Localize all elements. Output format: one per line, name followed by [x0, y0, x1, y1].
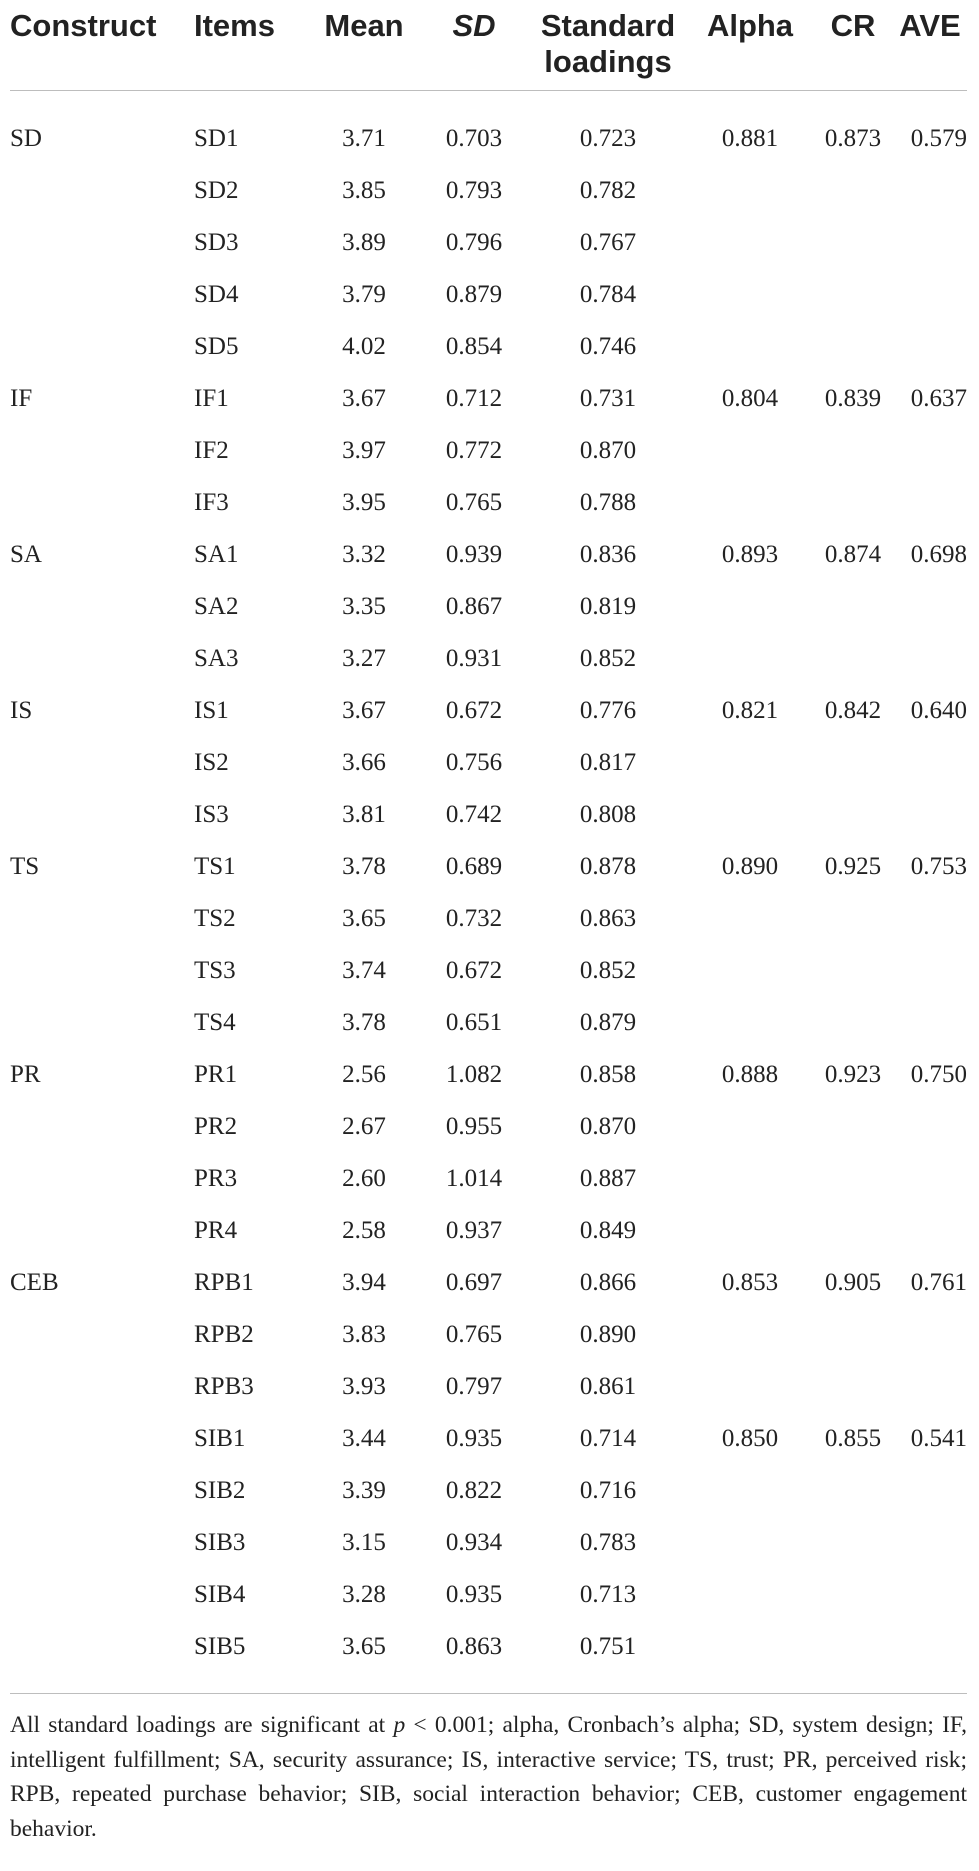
- table-bottom-rule: [10, 1693, 967, 1694]
- cell-sd: 0.931: [445, 645, 503, 672]
- cell-ave: [893, 997, 967, 1049]
- cell-mean: 3.35: [342, 593, 386, 620]
- cell-ave: [893, 1465, 967, 1517]
- cell-cr: [813, 425, 893, 477]
- cell-mean: 3.44: [342, 1425, 386, 1452]
- cell-ave: 0.579: [910, 125, 967, 152]
- cell-alpha: [687, 425, 813, 477]
- cell-sd: 0.879: [445, 281, 503, 308]
- cell-cr: [813, 165, 893, 217]
- cell-item: TS3: [194, 957, 236, 984]
- cell-ave: [893, 1517, 967, 1569]
- cell-loading: 0.866: [579, 1269, 637, 1296]
- cell-mean: 3.66: [342, 749, 386, 776]
- cell-loading: 0.836: [579, 541, 637, 568]
- table-row: [10, 1621, 967, 1683]
- table-row: [10, 685, 967, 737]
- cell-item: SIB4: [194, 1581, 246, 1608]
- cell-ave: [893, 1101, 967, 1153]
- table-row: [10, 945, 967, 997]
- cell-construct: [10, 945, 194, 997]
- header-items: Items: [194, 8, 275, 43]
- cell-loading: 0.716: [579, 1477, 637, 1504]
- cell-construct: SA: [10, 541, 42, 568]
- table-row: [10, 1569, 967, 1621]
- cell-loading: 0.852: [579, 957, 637, 984]
- cell-loading: 0.751: [579, 1633, 637, 1660]
- cell-sd: 0.867: [445, 593, 503, 620]
- cell-construct: [10, 581, 194, 633]
- cell-construct: [10, 1465, 194, 1517]
- cell-mean: 3.81: [342, 801, 386, 828]
- header-sd: SD: [452, 8, 496, 43]
- cell-sd: 0.772: [445, 437, 503, 464]
- cell-alpha: [687, 1101, 813, 1153]
- cell-mean: 3.15: [342, 1529, 386, 1556]
- cell-construct: IS: [10, 697, 33, 724]
- cell-item: PR4: [194, 1217, 238, 1244]
- cell-cr: [813, 581, 893, 633]
- header-ave: AVE: [899, 8, 961, 43]
- cell-alpha: 0.804: [721, 385, 779, 412]
- cell-sd: 0.939: [445, 541, 503, 568]
- header-standard-loadings: [529, 0, 687, 91]
- cell-mean: 3.28: [342, 1581, 386, 1608]
- cell-cr: [813, 1621, 893, 1683]
- cell-mean: 3.97: [342, 437, 386, 464]
- cell-loading: 0.870: [579, 1113, 637, 1140]
- cell-alpha: [687, 945, 813, 997]
- cell-sd: 0.712: [445, 385, 503, 412]
- table-row: [10, 1101, 967, 1153]
- cell-alpha: [687, 321, 813, 373]
- cell-item: SD1: [194, 125, 239, 152]
- cell-item: SIB3: [194, 1529, 246, 1556]
- cell-mean: 3.32: [342, 541, 386, 568]
- cell-loading: 0.852: [579, 645, 637, 672]
- table-row: [10, 425, 967, 477]
- cell-sd: 0.697: [445, 1269, 503, 1296]
- cell-mean: 2.67: [342, 1113, 386, 1140]
- cell-cr: 0.873: [824, 125, 882, 152]
- cell-sd: 0.863: [445, 1633, 503, 1660]
- cell-ave: [893, 269, 967, 321]
- cell-mean: 2.56: [342, 1061, 386, 1088]
- cell-mean: 4.02: [342, 333, 386, 360]
- table-row: [10, 477, 967, 529]
- cell-item: SIB2: [194, 1477, 246, 1504]
- cell-alpha: [687, 217, 813, 269]
- cell-cr: [813, 1465, 893, 1517]
- cell-loading: 0.788: [579, 489, 637, 516]
- cell-item: TS4: [194, 1009, 236, 1036]
- table-row: [10, 1465, 967, 1517]
- cell-item: RPB1: [194, 1269, 254, 1296]
- table-row: [10, 1257, 967, 1309]
- cell-loading: 0.713: [579, 1581, 637, 1608]
- cell-cr: 0.839: [824, 385, 882, 412]
- cell-construct: [10, 269, 194, 321]
- footnote-text-start: All standard loadings are significant at: [10, 1712, 394, 1738]
- cell-alpha: [687, 1361, 813, 1413]
- cell-alpha: 0.893: [721, 541, 779, 568]
- cell-ave: [893, 1205, 967, 1257]
- cell-loading: 0.890: [579, 1321, 637, 1348]
- table-row: [10, 91, 967, 166]
- cell-alpha: [687, 633, 813, 685]
- cell-ave: [893, 581, 967, 633]
- cell-sd: 1.014: [445, 1165, 503, 1192]
- cell-ave: 0.753: [910, 853, 967, 880]
- cell-cr: [813, 1101, 893, 1153]
- cell-ave: [893, 633, 967, 685]
- cell-loading: 0.879: [579, 1009, 637, 1036]
- cell-item: SD2: [194, 177, 239, 204]
- cell-loading: 0.776: [579, 697, 637, 724]
- cell-sd: 0.793: [445, 177, 503, 204]
- table-body: [10, 91, 967, 1684]
- cell-ave: [893, 477, 967, 529]
- cell-sd: 1.082: [445, 1061, 503, 1088]
- cell-cr: [813, 789, 893, 841]
- cell-construct: [10, 1569, 194, 1621]
- cell-construct: [10, 321, 194, 373]
- cell-alpha: [687, 789, 813, 841]
- cell-loading: 0.783: [579, 1529, 637, 1556]
- cell-cr: 0.905: [824, 1269, 882, 1296]
- table-header: [10, 0, 967, 91]
- table-row: [10, 789, 967, 841]
- cell-ave: [893, 1621, 967, 1683]
- cell-alpha: 0.888: [721, 1061, 779, 1088]
- cell-mean: 3.78: [342, 853, 386, 880]
- cell-alpha: [687, 1517, 813, 1569]
- cell-alpha: 0.853: [721, 1269, 779, 1296]
- cell-alpha: [687, 1621, 813, 1683]
- cell-item: SIB1: [194, 1425, 246, 1452]
- cell-item: TS2: [194, 905, 236, 932]
- cell-construct: [10, 217, 194, 269]
- table-row: [10, 633, 967, 685]
- cell-cr: [813, 321, 893, 373]
- cell-construct: [10, 633, 194, 685]
- cell-loading: 0.858: [579, 1061, 637, 1088]
- cell-ave: 0.761: [910, 1269, 967, 1296]
- cell-cr: [813, 1361, 893, 1413]
- cell-sd: 0.937: [445, 1217, 503, 1244]
- cell-item: PR2: [194, 1113, 238, 1140]
- cell-sd: 0.672: [445, 957, 503, 984]
- cell-loading: 0.784: [579, 281, 637, 308]
- cell-loading: 0.808: [579, 801, 637, 828]
- cell-ave: [893, 217, 967, 269]
- cell-ave: [893, 789, 967, 841]
- cell-alpha: 0.881: [721, 125, 779, 152]
- cell-construct: CEB: [10, 1269, 59, 1296]
- cell-ave: [893, 165, 967, 217]
- cell-alpha: [687, 893, 813, 945]
- cell-construct: [10, 1621, 194, 1683]
- cell-cr: [813, 893, 893, 945]
- cell-loading: 0.714: [579, 1425, 637, 1452]
- cell-cr: 0.925: [824, 853, 882, 880]
- header-row: [10, 0, 967, 91]
- cell-cr: 0.874: [824, 541, 882, 568]
- cell-sd: 0.955: [445, 1113, 503, 1140]
- cell-cr: [813, 997, 893, 1049]
- cell-item: SD4: [194, 281, 239, 308]
- cell-loading: 0.746: [579, 333, 637, 360]
- table-row: [10, 1153, 967, 1205]
- cell-sd: 0.822: [445, 1477, 503, 1504]
- cell-ave: [893, 1309, 967, 1361]
- cell-loading: 0.782: [579, 177, 637, 204]
- cell-item: PR3: [194, 1165, 238, 1192]
- cell-sd: 0.935: [445, 1425, 503, 1452]
- cell-loading: 0.870: [579, 437, 637, 464]
- cell-construct: [10, 1413, 194, 1465]
- cell-loading: 0.863: [579, 905, 637, 932]
- cell-cr: [813, 217, 893, 269]
- cell-ave: [893, 1361, 967, 1413]
- header-mean: Mean: [324, 8, 404, 43]
- table-row: [10, 321, 967, 373]
- cell-mean: 3.27: [342, 645, 386, 672]
- cell-item: SIB5: [194, 1633, 246, 1660]
- table-row: [10, 529, 967, 581]
- cell-cr: [813, 477, 893, 529]
- cell-loading: 0.887: [579, 1165, 637, 1192]
- cell-ave: 0.698: [910, 541, 967, 568]
- cell-construct: [10, 1153, 194, 1205]
- footnote-text-rest: < 0.001; alpha, Cronbach’s alpha; SD, system design; IF, intelligent fulfillment; SA, security assurance; IS, interactive service; TS, trust; PR, perceived risk; RPB, repeated purchase behavior; SIB, social interaction behavior; CEB, customer engagement behavior.: [10, 1712, 967, 1842]
- cell-cr: [813, 1309, 893, 1361]
- cell-mean: 3.65: [342, 905, 386, 932]
- cell-loading: 0.819: [579, 593, 637, 620]
- cell-loading: 0.723: [579, 125, 637, 152]
- cell-cr: [813, 1205, 893, 1257]
- table-row: [10, 217, 967, 269]
- cell-construct: [10, 1517, 194, 1569]
- cell-mean: 2.60: [342, 1165, 386, 1192]
- table-row: [10, 997, 967, 1049]
- header-construct: Construct: [10, 8, 157, 43]
- table-row: [10, 1309, 967, 1361]
- cell-construct: TS: [10, 853, 40, 880]
- cell-ave: 0.750: [910, 1061, 967, 1088]
- table-footnote: [10, 1708, 967, 1846]
- cell-mean: 3.85: [342, 177, 386, 204]
- cell-item: SA3: [194, 645, 239, 672]
- cell-loading: 0.731: [579, 385, 637, 412]
- table-row: [10, 269, 967, 321]
- cell-construct: PR: [10, 1061, 41, 1088]
- cell-cr: [813, 1569, 893, 1621]
- cell-ave: [893, 1153, 967, 1205]
- cell-item: IS1: [194, 697, 229, 724]
- cell-alpha: [687, 477, 813, 529]
- cell-mean: 3.93: [342, 1373, 386, 1400]
- cell-cr: [813, 1517, 893, 1569]
- cell-mean: 3.78: [342, 1009, 386, 1036]
- cell-construct: [10, 425, 194, 477]
- table-row: [10, 893, 967, 945]
- cell-alpha: 0.850: [721, 1425, 779, 1452]
- cell-alpha: [687, 1309, 813, 1361]
- table-row: [10, 1049, 967, 1101]
- cell-item: PR1: [194, 1061, 238, 1088]
- cell-ave: [893, 321, 967, 373]
- cell-construct: [10, 1101, 194, 1153]
- cell-ave: [893, 425, 967, 477]
- cell-alpha: [687, 269, 813, 321]
- table-row: [10, 1517, 967, 1569]
- cell-cr: 0.855: [824, 1425, 882, 1452]
- cell-item: IF2: [194, 437, 229, 464]
- cell-alpha: [687, 1465, 813, 1517]
- cell-sd: 0.765: [445, 1321, 503, 1348]
- cell-construct: [10, 165, 194, 217]
- cell-alpha: [687, 581, 813, 633]
- cell-loading: 0.767: [579, 229, 637, 256]
- cell-cr: 0.842: [824, 697, 882, 724]
- cell-construct: [10, 1309, 194, 1361]
- table-row: [10, 1413, 967, 1465]
- cell-sd: 0.651: [445, 1009, 503, 1036]
- cell-construct: [10, 477, 194, 529]
- cell-alpha: 0.890: [721, 853, 779, 880]
- footnote-p-symbol: p: [393, 1712, 406, 1738]
- cell-alpha: [687, 165, 813, 217]
- cell-ave: 0.541: [910, 1425, 967, 1452]
- cell-construct: IF: [10, 385, 33, 412]
- cell-mean: 2.58: [342, 1217, 386, 1244]
- cell-mean: 3.65: [342, 1633, 386, 1660]
- cell-sd: 0.732: [445, 905, 503, 932]
- cell-item: RPB3: [194, 1373, 254, 1400]
- cell-mean: 3.94: [342, 1269, 386, 1296]
- cell-sd: 0.703: [445, 125, 503, 152]
- cell-construct: [10, 1205, 194, 1257]
- cell-item: SA2: [194, 593, 239, 620]
- cell-mean: 3.83: [342, 1321, 386, 1348]
- cell-sd: 0.742: [445, 801, 503, 828]
- cell-alpha: [687, 1569, 813, 1621]
- document: [10, 0, 967, 1870]
- cell-loading: 0.861: [579, 1373, 637, 1400]
- cell-mean: 3.95: [342, 489, 386, 516]
- cell-construct: [10, 737, 194, 789]
- cell-construct: [10, 789, 194, 841]
- cell-ave: 0.640: [910, 697, 967, 724]
- cell-cr: [813, 1153, 893, 1205]
- measurement-table: [10, 0, 967, 1683]
- cell-alpha: 0.821: [721, 697, 779, 724]
- cell-sd: 0.765: [445, 489, 503, 516]
- cell-sd: 0.854: [445, 333, 503, 360]
- cell-alpha: [687, 1153, 813, 1205]
- cell-sd: 0.796: [445, 229, 503, 256]
- cell-item: IF1: [194, 385, 229, 412]
- cell-mean: 3.74: [342, 957, 386, 984]
- header-cr: CR: [830, 8, 876, 43]
- cell-loading: 0.817: [579, 749, 637, 776]
- cell-item: SD3: [194, 229, 239, 256]
- cell-item: IS2: [194, 749, 229, 776]
- cell-ave: [893, 1569, 967, 1621]
- cell-cr: [813, 945, 893, 997]
- header-loadings-line1: Standard: [540, 8, 676, 43]
- cell-cr: [813, 737, 893, 789]
- table-row: [10, 165, 967, 217]
- cell-construct: [10, 893, 194, 945]
- cell-construct: [10, 997, 194, 1049]
- cell-sd: 0.756: [445, 749, 503, 776]
- cell-ave: [893, 737, 967, 789]
- table-row: [10, 1205, 967, 1257]
- cell-mean: 3.89: [342, 229, 386, 256]
- cell-mean: 3.71: [342, 125, 386, 152]
- cell-construct: SD: [10, 125, 42, 152]
- cell-mean: 3.79: [342, 281, 386, 308]
- cell-mean: 3.39: [342, 1477, 386, 1504]
- cell-cr: 0.923: [824, 1061, 882, 1088]
- cell-ave: [893, 893, 967, 945]
- cell-item: IS3: [194, 801, 229, 828]
- table-row: [10, 841, 967, 893]
- header-loadings-line2: loadings: [544, 44, 672, 79]
- cell-sd: 0.797: [445, 1373, 503, 1400]
- cell-item: SA1: [194, 541, 239, 568]
- table-row: [10, 737, 967, 789]
- cell-alpha: [687, 737, 813, 789]
- cell-sd: 0.672: [445, 697, 503, 724]
- cell-ave: 0.637: [910, 385, 967, 412]
- cell-alpha: [687, 997, 813, 1049]
- cell-mean: 3.67: [342, 697, 386, 724]
- cell-item: RPB2: [194, 1321, 254, 1348]
- cell-sd: 0.934: [445, 1529, 503, 1556]
- table-row: [10, 1361, 967, 1413]
- cell-loading: 0.878: [579, 853, 637, 880]
- cell-mean: 3.67: [342, 385, 386, 412]
- cell-item: SD5: [194, 333, 239, 360]
- table-row: [10, 373, 967, 425]
- cell-construct: [10, 1361, 194, 1413]
- cell-item: IF3: [194, 489, 229, 516]
- cell-cr: [813, 269, 893, 321]
- table-row: [10, 581, 967, 633]
- cell-cr: [813, 633, 893, 685]
- cell-sd: 0.689: [445, 853, 503, 880]
- cell-ave: [893, 945, 967, 997]
- cell-item: TS1: [194, 853, 236, 880]
- cell-loading: 0.849: [579, 1217, 637, 1244]
- header-alpha: Alpha: [706, 8, 794, 43]
- cell-sd: 0.935: [445, 1581, 503, 1608]
- cell-alpha: [687, 1205, 813, 1257]
